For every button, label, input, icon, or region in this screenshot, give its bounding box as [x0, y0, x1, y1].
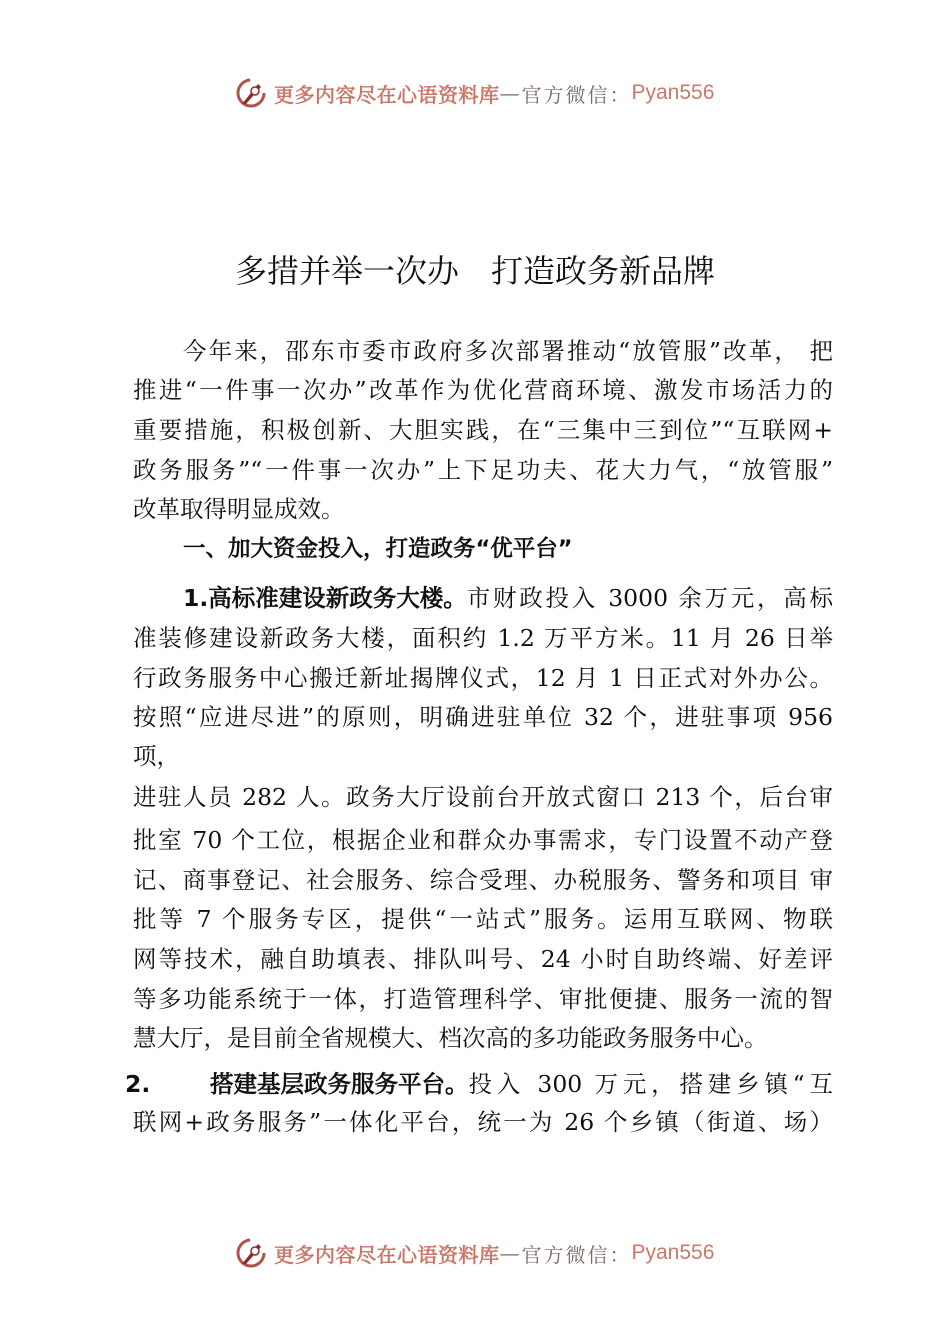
- item2-first-line: [125, 1069, 833, 1099]
- item1-line: 慧大厅，是目前全省规模大、档次高的多功能政务服务中心。: [133, 1024, 768, 1052]
- item1-line: 进驻人员 282 人。政务大厅设前台开放式窗口 213 个，后台审: [133, 783, 833, 811]
- item1-line: 批室 70 个工位，根据企业和群众办事需求，专门设置不动产登: [133, 826, 833, 854]
- item2-number: 2.: [125, 1070, 151, 1098]
- item2-heading: 搭建基层政务服务平台。: [210, 1070, 469, 1098]
- item1-line: 准装修建设新政务大楼，面积约 1.2 万平方米。11 月 26 日举: [133, 624, 833, 652]
- watermark-site: 更多内容尽在心语资料库: [274, 82, 500, 107]
- intro-line: 重要措施，积极创新、大胆实践，在“三集中三到位”“互联网+: [133, 416, 833, 444]
- item1-line: 批等 7 个服务专区，提供“一站式”服务。运用互联网、物联: [133, 905, 833, 933]
- item1-line: 等多功能系统于一体，打造管理科学、审批便捷、服务一流的智: [133, 985, 833, 1013]
- watermark-dash: —: [499, 81, 522, 105]
- watermark-label: 官方微信：: [521, 82, 632, 107]
- watermark-dash: —: [499, 1241, 522, 1265]
- document-title: 多措并举一次办 打造政务新品牌: [234, 252, 715, 290]
- watermark-id: Pyan556: [631, 1241, 715, 1264]
- watermark-label: 官方微信：: [521, 1242, 632, 1267]
- item1-first-line: [183, 583, 833, 613]
- watermark-id: Pyan556: [631, 81, 715, 104]
- section-heading: 一、加大资金投入，打造政务“优平台”: [183, 536, 573, 562]
- intro-line: 推进“一件事一次办”改革作为优化营商环境、激发市场活力的: [133, 376, 833, 404]
- item2-line: 联网+政务服务”一体化平台，统一为 26 个乡镇（街道、场）: [133, 1108, 833, 1136]
- watermark-header: [234, 75, 724, 111]
- quill-logo-icon: [234, 76, 268, 110]
- item2-first: 投入 300 万元，搭建乡镇“互: [468, 1070, 833, 1098]
- item1-first: 市财政投入 3000 余万元，高标: [466, 584, 833, 612]
- item1-line: 记、商事登记、社会服务、综合受理、办税服务、警务和项目 审: [133, 866, 833, 894]
- item1-line: 网等技术，融自助填表、排队叫号、24 小时自助终端、好差评: [133, 945, 833, 973]
- item1-line: 按照“应进尽进”的原则，明确进驻单位 32 个，进驻事项 956: [133, 703, 833, 731]
- watermark-site: 更多内容尽在心语资料库: [274, 1242, 500, 1267]
- item1-line: 项，: [133, 742, 180, 770]
- watermark-footer: [234, 1235, 724, 1271]
- item1-heading: 1.高标准建设新政务大楼。: [183, 584, 467, 612]
- quill-logo-icon: [234, 1236, 268, 1270]
- intro-line: 政务服务”“一件事一次办”上下足功夫、花大力气，“放管服”: [133, 456, 833, 484]
- intro-line: 今年来，邵东市委市政府多次部署推动“放管服”改革， 把: [183, 337, 833, 365]
- item1-line: 行政务服务中心搬迁新址揭牌仪式，12 月 1 日正式对外办公。: [133, 664, 833, 692]
- intro-line: 改革取得明显成效。: [133, 495, 345, 523]
